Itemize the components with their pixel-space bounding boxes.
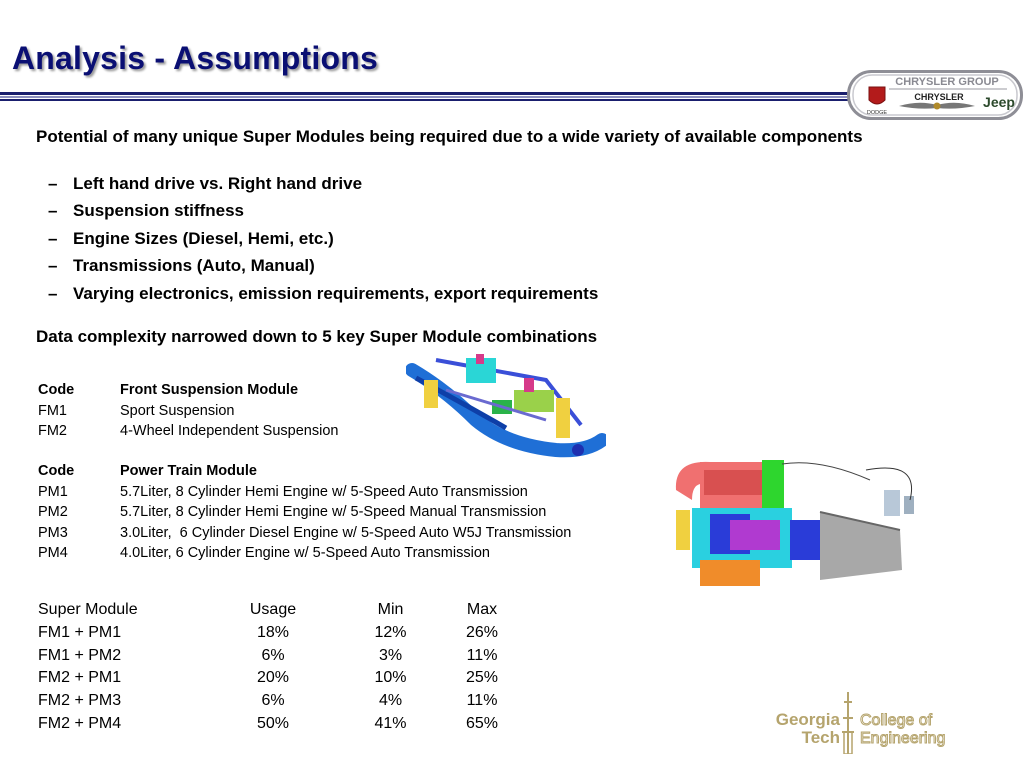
front-suspension-image [406, 350, 606, 470]
gt-line1-text: Georgia [775, 710, 840, 729]
table-row: PM1 5.7Liter, 8 Cylinder Hemi Engine w/ 5-Speed Auto Transmission [38, 483, 528, 500]
college-line2-text: Engineering [860, 730, 946, 747]
table-row: PM2 5.7Liter, 8 Cylinder Hemi Engine w/ 5-Speed Manual Transmission [38, 504, 547, 520]
dodge-ram-icon [869, 87, 885, 104]
power-train-image [670, 450, 936, 590]
georgia-tech-logo [756, 688, 978, 754]
table-row: FM2 4-Wheel Independent Suspension [38, 423, 339, 439]
front-suspension-table [38, 380, 338, 442]
bullet-item: – Transmissions (Auto, Manual) [48, 256, 315, 275]
intro-text: Potential of many unique Super Modules being required due to a wide variety of available components [36, 127, 863, 146]
bullet-item: – Suspension stiffness [48, 201, 244, 220]
table-row: FM2 + PM3 6% 4% 11% [38, 692, 498, 710]
chrysler-group-logo [847, 70, 1023, 120]
table-header: Code Front Suspension Module [38, 382, 299, 398]
power-train-table [38, 461, 571, 564]
table-row: FM2 + PM4 50% 41% 65% [38, 714, 499, 732]
table-header: Code Power Train Module [38, 463, 257, 479]
table-row: FM1 + PM1 18% 12% 26% [38, 623, 499, 641]
super-module-table [38, 599, 511, 736]
dodge-text: DODGE [866, 110, 888, 116]
gt-line2-text: Tech [801, 728, 840, 747]
table-row: FM1 + PM2 6% 3% 11% [38, 646, 498, 664]
college-line1-text: College of [860, 712, 933, 729]
summary-text: Data complexity narrowed down to 5 key Super Module combinations [36, 327, 598, 346]
table-row: PM4 4.0Liter, 6 Cylinder Engine w/ 5-Speed Auto Transmission [38, 545, 490, 561]
jeep-text: Jeep [983, 94, 1015, 110]
chrysler-text: CHRYSLER [914, 92, 964, 102]
chrysler-group-text: CHRYSLER GROUP [895, 76, 999, 88]
table-row: FM1 Sport Suspension [38, 402, 235, 419]
table-header: Super Module Usage Min Max [38, 601, 498, 618]
bullet-item: – Left hand drive vs. Right hand drive [48, 174, 363, 193]
page-title: Analysis - Assumptions [12, 40, 378, 76]
table-row: PM3 3.0Liter, 6 Cylinder Diesel Engine w/ 5-Speed Auto W5J Transmission [38, 524, 572, 541]
bullet-item: – Varying electronics, emission requirements, export requirements [48, 284, 599, 303]
title-divider [0, 92, 856, 102]
bullet-item: – Engine Sizes (Diesel, Hemi, etc.) [48, 229, 334, 248]
table-row: FM2 + PM1 20% 10% 25% [38, 669, 499, 687]
